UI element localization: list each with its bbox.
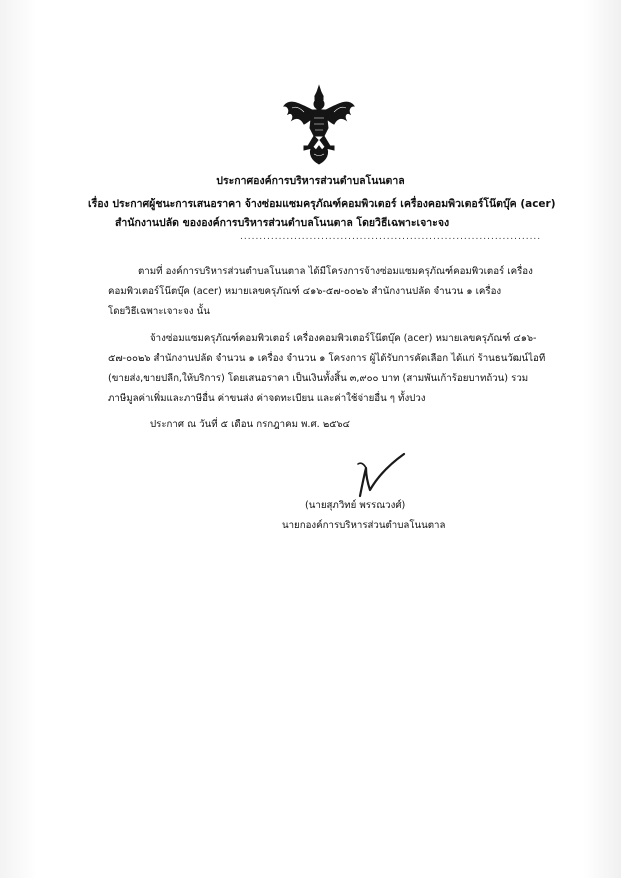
separator-line: .............................................................................. xyxy=(240,232,542,242)
announcement-heading: ประกาศองค์การบริหารส่วนตำบลโนนตาล xyxy=(216,175,405,187)
subject-line-2: สำนักงานปลัด ขององค์การบริหารส่วนตำบลโนนตาล โดยวิธีเฉพาะเจาะจง xyxy=(115,217,450,229)
paragraph2-line-2: ๕๗-๐๐๒๖ สำนักงานปลัด จำนวน ๑ เครื่อง จำนวน ๑ โครงการ ผู้ได้รับการคัดเลือก ได้แก่ ร้านธนวัฒน์ไอที xyxy=(108,353,546,364)
signer-name: (นายสุภวิทย์ พรรณวงศ์) xyxy=(305,500,406,511)
paragraph2-line-1: จ้างซ่อมแซมครุภัณฑ์คอมพิวเตอร์ เครื่องคอมพิวเตอร์โน๊ตบุ๊ค (acer) หมายเลขครุภัณฑ์ ๔๑๖- xyxy=(150,333,537,344)
paragraph1-line-1: ตามที่ องค์การบริหารส่วนตำบลโนนตาล ได้มีโครงการจ้างซ่อมแซมครุภัณฑ์คอมพิวเตอร์ เครื่อง xyxy=(138,266,533,277)
handwritten-signature xyxy=(330,450,410,500)
announce-date: ประกาศ ณ วันที่ ๕ เดือน กรกฎาคม พ.ศ. ๒๕๖๔ xyxy=(150,419,351,430)
signer-position: นายกองค์การบริหารส่วนตำบลโนนตาล xyxy=(282,520,446,531)
paragraph1-line-2: คอมพิวเตอร์โน๊ตบุ๊ค (acer) หมายเลขครุภัณฑ์ ๔๑๖-๕๗-๐๐๒๖ สำนักงานปลัด จำนวน ๑ เครื่อง xyxy=(108,286,502,297)
paragraph1-line-3: โดยวิธีเฉพาะเจาะจง นั้น xyxy=(108,306,210,317)
garuda-emblem xyxy=(282,84,356,166)
subject-line-1: เรื่อง ประกาศผู้ชนะการเสนอราคา จ้างซ่อมแซมครุภัณฑ์คอมพิวเตอร์ เครื่องคอมพิวเตอร์โน๊ตบุ๊ค (acer) xyxy=(88,198,556,210)
paragraph2-line-4: ภาษีมูลค่าเพิ่มและภาษีอื่น ค่าขนส่ง ค่าจดทะเบียน และค่าใช้จ่ายอื่น ๆ ทั้งปวง xyxy=(108,393,426,404)
paragraph2-line-3: (ขายส่ง,ขายปลีก,ให้บริการ) โดยเสนอราคา เป็นเงินทั้งสิ้น ๓,๙๐๐ บาท (สามพันเก้าร้อยบาทถ้วน) รวม xyxy=(108,373,529,384)
